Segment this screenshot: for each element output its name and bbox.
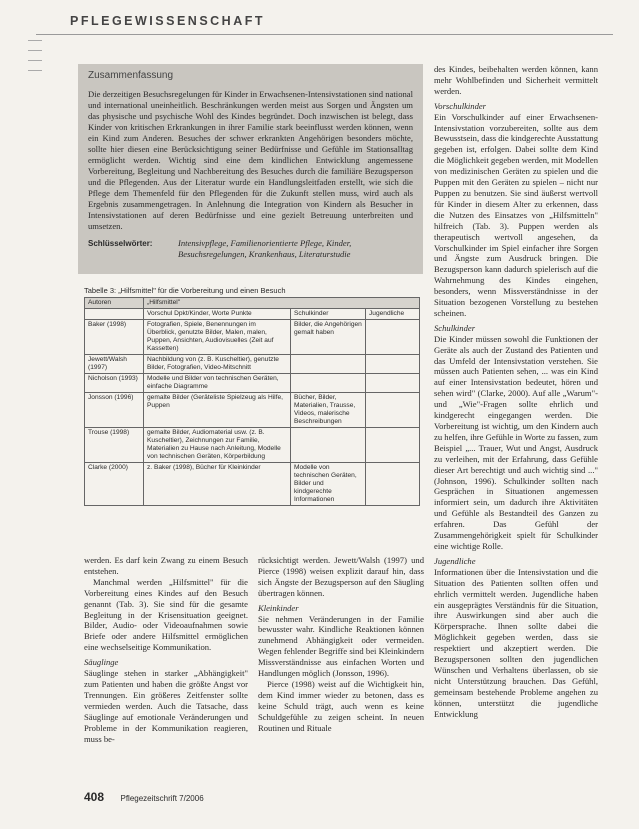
table-row [85,374,420,393]
table-cell [291,428,366,463]
table-cell: Bilder, die Angehörigen gemalt haben [291,320,366,355]
table-cell: gemalte Bilder (Geräteliste Spielzeug als Hilfe, Puppen [144,393,291,428]
header-rule [36,34,613,35]
paragraph: Informationen über die Intensivstation und die Situation des Patienten sollten offen und ehrlich vermittelt werden. Jugendliche haben ein ausgeprägtes Verständnis für die Situation, ihre Auswirkungen sind aber auch die Körpersprache. Ihnen sollte dabei die Möglichkeit gegeben werden, dass sie respektiert und akzeptiert werden. Die Bezugspersonen sollten den jugendlichen Wünschen und Verhaltens überlassen, ob sie nicht Unterstützung brauchen. Das Gefühl, gemeinsam bestehende Probleme angehen zu können, unterstützt die jugendliche Entwicklung [434,566,598,719]
table-cell: Trouse (1998) [85,428,144,463]
table-cell [366,355,420,374]
subheading-adolescents: Jugendliche [434,555,476,566]
table-cell [291,355,366,374]
subheading-preschool: Vorschulkinder [434,100,487,111]
table-row [85,428,420,463]
table-cell: Jonsson (1996) [85,393,144,428]
table-cell: Bücher, Bilder, Materialien, Trausse, Videos, malerische Beschreibungen [291,393,366,428]
paragraph: werden. Es darf kein Zwang zu einem Besuch entstehen. [84,555,248,576]
subheading-infants: Säuglinge [84,657,119,668]
summary-text: Die derzeitigen Besuchsregelungen für Kinder in Erwachsenen-Intensivstationen sind national und international uneinheitlich. Beschränkungen werden meist aus Sorgen und Ängsten um das physische und psychische Wohl des Kindes begründet. Doch inzwischen ist belegt, dass Kinder von kritischen Erkrankungen in ihrer Familie stark beeinflusst werden können, wenn ein Kind zum Anderen. Besuches der schwer erkrankten Angehörigen besonders möchte, sollte hier diesen eine Berücksichtigung seiner Bedürfnisse und Gefühle im Stationsalltag ermöglicht werden. Wichtig sind eine dem kindlichen Entwicklung angemessene Vorbereitung, Begleitung und Nachbereitung des Besuches durch die familiäre Bezugsperson und die Pflegenden. Aus der Literatur wurde ein Handlungsleitfaden erstellt, wie sich die Pflege dem Themenfeld für den Pflegenden für die Zukunft stellen muss, wird auch als Ergebnis zusammengetragen. In Anlehnung die Integration von Kindern als Besucher in Intensivstationen auf deren Bedürfnisse und eine gezielt Betreuung unterbreiten und umsetzen. [88,89,413,231]
paragraph: Pierce (1998) weist auf die Wichtigkeit hin, dem Kind immer wieder zu betonen, dass es keine Schuld trägt, auch wenn es keine Schuldgefühle zu zeigen scheint. In neuen Routinen und Rituale [258,678,424,733]
table-cell [366,393,420,428]
aids-table [84,297,420,506]
paragraph: rücksichtigt werden. Jewett/Walsh (1997) und Pierce (1998) weisen explizit darauf hin, dass sich Ängste der Bezugsperson auf den Säugling übertragen können. [258,555,424,598]
keywords-label: Schlüsselwörter: [88,239,153,248]
table-cell [366,463,420,506]
table-caption: Tabelle 3: „Hilfsmittel" für die Vorbereitung und einen Besuch [84,286,286,295]
column-middle [258,555,424,734]
table-cell: Nachbildung von (z. B. Kuscheltier), genutzte Bilder, Fotografien, Video-Mitschnitt [144,355,291,374]
paragraph: Die Kinder müssen sowohl die Funktionen der Geräte als auch der Zustand des Patienten und das Umfeld der Intensivstation verstehen. Sie müssen auch Patienten sehen, ... was ein Kind auf einer Intensivstation bedeutet, hören und sehen wird" (Clarke, 2000). Auf alle „Warum"- und „Wie"-Fragen sollte ehrlich und kindgerecht eingegangen werden. Die Vorbereitung ist wichtig, um den Kindern auch zu helfen, ihre Gefühle in Worte zu fassen, zum Beispiel „... Trauer, Wut und Angst, Ausdruck zu verleihen, mit der Erfahrung, dass Gefühle dieser Art berechtigt und auch wichtig sind ..." (Johnson, 1996). Schulkinder sollten nach Gesprächen in Situationen angemessen informiert sein, um dadurch ihre Aktivitäten und Gefühle als Bestandteil des Ganzen zu erfahren. Das Gefühl der Zusammengehörigkeit spielt für Schulkinder eine wichtige Rolle. [434,333,598,551]
keywords-list: Intensivpflege, Familienorientierte Pflege, Kinder, Besuchsregelungen, Krankenhaus, Literaturstudie [178,238,352,259]
table-cell: Modelle von technischen Geräten, Bilder und kindgerechte Informationen [291,463,366,506]
table-cell [366,320,420,355]
table-header-group: „Hilfsmittel" [144,298,420,309]
paragraph: Ein Vorschulkinder auf einer Erwachsenen-Intensivstation vorzubereiten, sollte aus dem Bewusstsein, dass die kindgerechte Ausstattung gegeben ist, erfolgen. Dabei sollte dem Kind die Möglichkeit gegeben werden, mit Modellen von medizinischen Geräten zu spielen und die Puppen mit den Geräten zu spielen – nicht nur Puppen zu benutzen. Sie sind äußerst wertvoll für Kinder in diesem Alter zu erkennen, dass die Nutzen des Einsatzes von „Hilfsmitteln" hilfreich (Tab. 3). Puppen werden als therapeutisch wertvoll angesehen, da Vorschulkinder im Spiel einfacher ihre Sorgen und Ängste zum Ausdruck bringen. Die Bezugsperson kann dadurch spielerisch auf die Wahrnehmung des Kindes eingehen, besonders, wenn Missverständnisse in der Situation bezogenen Vorstellung zu bestehen scheinen. [434,111,598,318]
column-right [434,64,598,719]
table-header-preschool: Vorschul Dpkt/Kinder, Worte Punkte [144,309,291,320]
table-cell: gemalte Bilder, Audiomaterial usw. (z. B. Kuscheltier), Zeichnungen zur Familie, Materialien zu Hause nach Anleitung, Modelle von technischen Geräten, Körperbildung [144,428,291,463]
table-cell [366,374,420,393]
journal-name: Pflegezeitschrift 7/2006 [120,794,204,803]
table-row [85,355,420,374]
table-cell [366,428,420,463]
table-cell: Modelle und Bilder von technischen Geräten, einfache Diagramme [144,374,291,393]
running-head: PFLEGEWISSENSCHAFT [70,14,266,28]
table-header-blank [85,309,144,320]
paragraph: des Kindes, beibehalten werden können, kann mehr Wohlbefinden und Sicherheit vermittelt werden. [434,64,598,96]
table-cell: Jewett/Walsh (1997) [85,355,144,374]
paragraph: Sie nehmen Veränderungen in der Familie bewusster wahr. Kindliche Reaktionen können zunehmend Abhängigkeit oder vermeiden. Wegen fehlender Begriffe sind bei Kleinkindern Missverständnisse aus einfachen Worten und Handlungen möglich (Jonsson, 1996). [258,613,424,679]
subheading-toddlers: Kleinkinder [258,602,299,613]
paragraph: Säuglinge stehen in starker „Abhängigkeit" zum Patienten und haben die größte Angst vor Trennungen. Ein größeres Zeitfenster sollte vermieden werden. Auch die Tatsache, dass Säuglinge auf emotionale Veränderungen und Probleme in der Kommunikation reagieren, muss be- [84,668,248,744]
table-header-school: Schulkinder [291,309,366,320]
page-number: 408 [84,790,105,804]
table-header-youth: Jugendliche [366,309,420,320]
table-row [85,393,420,428]
summary-title: Zusammenfassung [88,70,174,81]
table-header-author: Autoren [85,298,144,309]
table-row [85,463,420,506]
column-left [84,555,248,744]
table-cell: Fotografien, Spiele, Benennungen im Überblick, genutzte Bilder, Malen, malen, Puppen, Ansichten, Audiovisuelles (Zeit auf Kassetten) [144,320,291,355]
keywords-row [88,238,413,260]
table-cell [291,374,366,393]
margin-marks [28,40,42,80]
table-cell: Baker (1998) [85,320,144,355]
table-cell: Nicholson (1993) [85,374,144,393]
summary-box [78,64,423,274]
paragraph: Manchmal werden „Hilfsmittel" für die Vorbereitung eines Kindes auf den Besuch genannt (Tab. 3). Sie sind für die gesamte Begleitung in der Krisensituation geeignet. Bilder, Audio- oder Videoaufnahmen sowie Briefe oder andere Hilfsmittel ermöglichen eine wechselseitige Kommunikation. [84,576,248,653]
table-row [85,320,420,355]
page-footer [84,788,204,806]
subheading-schoolchildren: Schulkinder [434,322,476,333]
table-cell: Clarke (2000) [85,463,144,506]
table-cell: z. Baker (1998), Bücher für Kleinkinder [144,463,291,506]
